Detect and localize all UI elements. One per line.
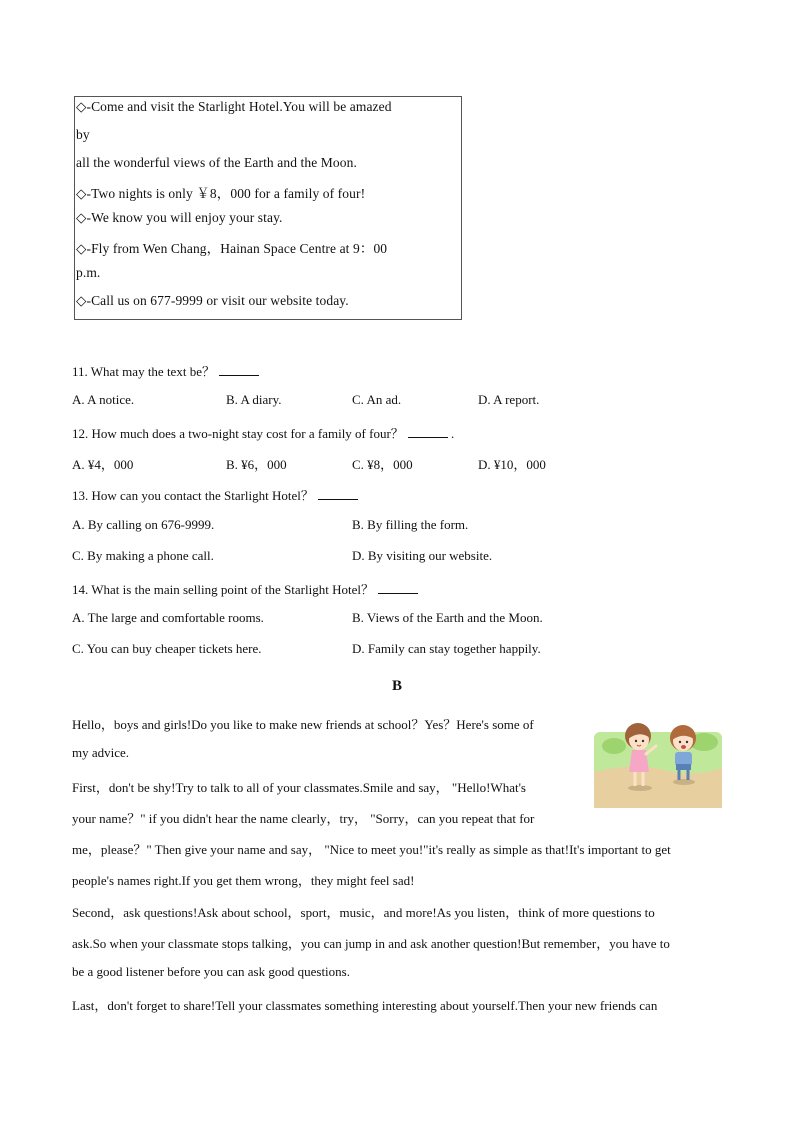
advertisement-box [74,96,462,320]
question-text: 13. How can you contact the Starlight Hotel？ [72,488,314,503]
option-b: B. A diary. [226,392,282,407]
passage-line: First，don't be shy!Try to talk to all of your classmates.Smile and say， "Hello!What's [72,780,526,795]
ad-line: ◇-Come and visit the Starlight Hotel.You will be amazed [76,99,392,114]
option-c: C. ¥8，000 [352,457,413,472]
option-a: A. By calling on 676-9999. [72,517,215,532]
option-c: C. By making a phone call. [72,548,214,563]
option-d: D. By visiting our website. [352,548,493,563]
ad-line: ◇-Two nights is only ￥8，000 for a family of four! [76,186,366,201]
passage-line: Hello，boys and girls!Do you like to make new friends at school？Yes？Here's some of [72,717,534,732]
ad-line: ◇-Call us on 677-9999 or visit our website today. [76,293,349,308]
question-12-stem [72,423,454,442]
section-title: B [391,678,402,694]
question-14-stem [72,579,418,598]
answer-blank [408,425,448,438]
passage-line: ask.So when your classmate stops talking，you can jump in and ask another question!But remember，you have to [72,936,670,951]
option-d: D. A report. [478,392,540,407]
question-text: 14. What is the main selling point of the Starlight Hotel？ [72,582,374,597]
option-a: A. ¥4，000 [72,457,134,472]
passage-line: me，please？" Then give your name and say， "Nice to meet you!"it's really as simple as that!It's important to get [72,842,671,857]
ad-line: by [76,127,90,142]
ad-line: p.m. [76,265,101,280]
question-suffix: . [451,426,455,441]
ad-line: ◇-Fly from Wen Chang，Hainan Space Centre at 9：00 [76,241,388,256]
option-d: D. ¥10，000 [478,457,546,472]
option-b: B. Views of the Earth and the Moon. [352,610,543,625]
answer-blank [378,581,418,594]
children-illustration [594,712,722,808]
passage-line: Second，ask questions!Ask about school，sport，music，and more!As you listen，think of more questions to [72,905,655,920]
ad-line: all the wonderful views of the Earth and the Moon. [76,155,357,170]
passage-line: be a good listener before you can ask good questions. [72,964,350,979]
answer-blank [318,487,358,500]
passage-line: my advice. [72,745,130,760]
option-b: B. By filling the form. [352,517,469,532]
question-11-stem [72,361,259,380]
option-b: B. ¥6，000 [226,457,287,472]
passage-line: Last，don't forget to share!Tell your classmates something interesting about yourself.Then your new friends can [72,998,658,1013]
question-text: 11. What may the text be？ [72,364,215,379]
option-c: C. You can buy cheaper tickets here. [72,641,262,656]
ad-line: ◇-We know you will enjoy your stay. [76,210,283,225]
question-13-stem [72,485,358,504]
option-d: D. Family can stay together happily. [352,641,541,656]
passage-line: people's names right.If you get them wrong，they might feel sad! [72,873,415,888]
option-c: C. An ad. [352,392,402,407]
question-text: 12. How much does a two-night stay cost for a family of four？ [72,426,404,441]
passage-line: your name？" if you didn't hear the name clearly，try， "Sorry，can you repeat that for [72,811,535,826]
option-a: A. A notice. [72,392,135,407]
answer-blank [219,363,259,376]
option-a: A. The large and comfortable rooms. [72,610,264,625]
